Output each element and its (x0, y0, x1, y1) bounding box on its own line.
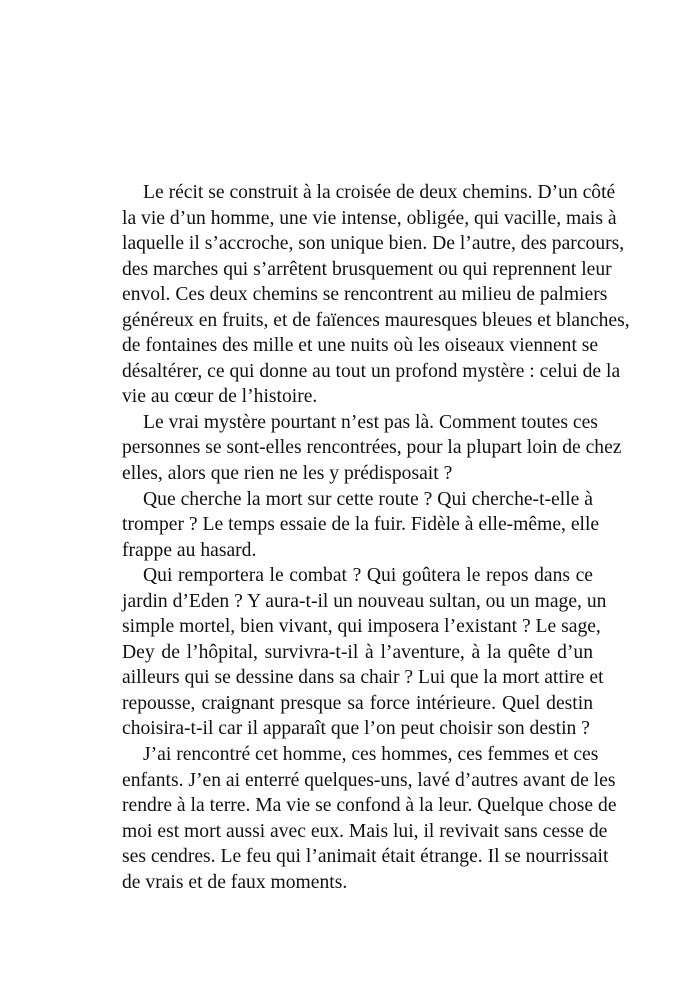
text-line: désaltérer, ce qui donne au tout un profond mystère : celui de la (122, 360, 621, 382)
text-line: laquelle il s’accroche, son unique bien. De l’autre, des parcours, (122, 233, 625, 255)
text-line: repousse, craignant presque sa force intérieure. Quel destin (122, 692, 593, 714)
text-line: Le récit se construit à la croisée de deux chemins. D’un côté (143, 182, 616, 203)
paragraph (122, 410, 622, 487)
body-text (122, 180, 630, 895)
text-line: enfants. J’en ai enterré quelques-uns, lavé d’autres avant de les (122, 769, 616, 791)
text-line: vie au cœur de l’histoire. (122, 386, 318, 408)
paragraph (122, 742, 617, 895)
text-line: tromper ? Le temps essaie de la fuir. Fidèle à elle-même, elle (122, 514, 600, 536)
text-line: ses cendres. Le feu qui l’animait était étrange. Il se nourrissait (122, 846, 609, 868)
text-line: Dey de l’hôpital, survivra-t-il à l’aventure, à la quête d’un (122, 641, 593, 663)
text-line: J’ai rencontré cet homme, ces hommes, ces femmes et ces (143, 744, 599, 766)
text-line: jardin d’Eden ? Y aura-t-il un nouveau sultan, ou un mage, un (122, 590, 607, 612)
paragraph (122, 563, 607, 742)
text-line: choisira-t-il car il apparaît que l’on peut choisir son destin ? (122, 718, 590, 740)
text-line: elles, alors que rien ne les y prédisposait ? (122, 463, 453, 485)
text-line: de fontaines des mille et une nuits où les oiseaux viennent se (122, 335, 599, 357)
text-line: Que cherche la mort sur cette route ? Qui cherche-t-elle à (143, 488, 593, 510)
text-line: la vie d’un homme, une vie intense, obligée, qui vacille, mais à (122, 207, 617, 229)
text-line: de vrais et de faux moments. (122, 871, 348, 893)
text-line: ailleurs qui se dessine dans sa chair ? Lui que la mort attire et (122, 667, 604, 689)
text-line: frappe au hasard. (122, 539, 257, 561)
text-line: envol. Ces deux chemins se rencontrent au milieu de palmiers (122, 284, 608, 306)
paragraph (122, 180, 630, 410)
text-line: rendre à la terre. Ma vie se confond à la leur. Quelque chose de (122, 795, 617, 817)
text-line: des marches qui s’arrêtent brusquement ou qui reprennent leur (122, 258, 612, 280)
text-line: personnes se sont-elles rencontrées, pour la plupart loin de chez (122, 437, 622, 459)
text-line: moi est mort aussi avec eux. Mais lui, il revivait sans cesse de (122, 820, 608, 842)
paragraph (122, 487, 600, 564)
text-line: Qui remportera le combat ? Qui goûtera le repos dans ce (143, 565, 593, 587)
text-line: Le vrai mystère pourtant n’est pas là. Comment toutes ces (143, 411, 598, 433)
text-line: simple mortel, bien vivant, qui imposera l’existant ? Le sage, (122, 616, 601, 638)
text-line: généreux en fruits, et de faïences mauresques bleues et blanches, (122, 309, 630, 331)
